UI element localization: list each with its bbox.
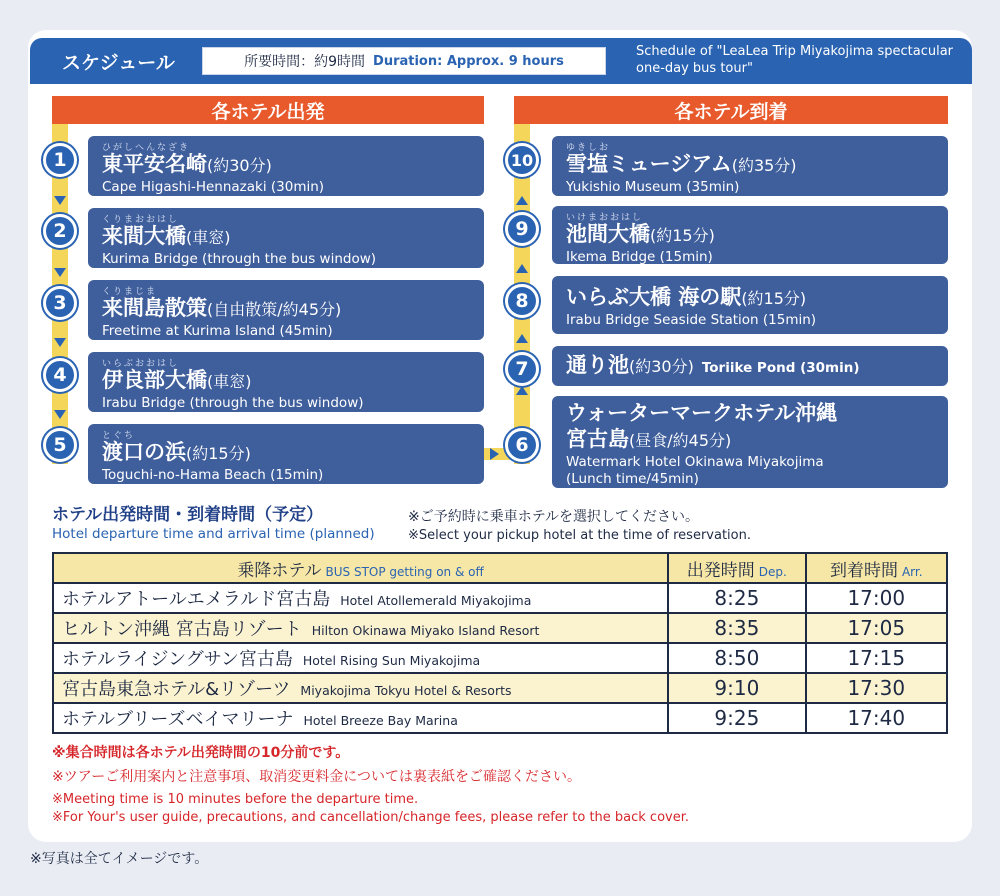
stop-kana: とぐち [102, 431, 136, 441]
arrow-up-icon [516, 264, 528, 273]
duration-jp: 所要時間：約9時間 [244, 54, 366, 70]
stop-name: 渡口の浜 [102, 440, 186, 464]
schedule-title: スケジュール [62, 52, 175, 74]
hotel-name: 宮古島東急ホテル&リゾーツ Miyakojima Tokyu Hotel & Resorts [53, 673, 668, 703]
stop-name-en: Freetime at Kurima Island (45min) [102, 323, 333, 339]
arrow-down-icon [54, 338, 66, 347]
pickup-note-jp: ※ご予約時に乗車ホテルを選択してください。 [408, 509, 700, 525]
stop-card-7 [552, 346, 948, 386]
stop-name-en: Cape Higashi-Hennazaki (30min) [102, 179, 325, 195]
departure-time: 9:10 [668, 673, 805, 703]
table-row [53, 583, 947, 613]
schedule-header [30, 38, 972, 84]
stop-number-7: 7 [505, 352, 539, 386]
stop-card-8 [552, 276, 948, 334]
stop-duration: (約15分) [186, 444, 251, 463]
stop-name: ウォーターマークホテル沖縄 [566, 401, 838, 425]
stop-kana: くりまじま [102, 287, 158, 297]
arrival-time: 17:05 [806, 613, 947, 643]
departure-time: 8:25 [668, 583, 805, 613]
arrival-column-header: 各ホテル到着 [514, 96, 948, 124]
stop-card-3 [88, 280, 484, 340]
stop-name: 東平安名崎 [102, 152, 207, 176]
stop-kana: いらぶおおはし [102, 359, 180, 369]
header-arrival: 到着時間 Arr. [806, 553, 947, 583]
stop-duration: (約15分) [650, 226, 715, 245]
stop-number-2: 2 [43, 214, 77, 248]
table-row [53, 673, 947, 703]
table-row [53, 613, 947, 643]
stop-name: 池間大橋 [566, 222, 650, 246]
arrival-time: 17:30 [806, 673, 947, 703]
stop-kana: ひがしへんなざき [102, 143, 191, 153]
stop-duration: (昼食/約45分) [629, 431, 732, 450]
stop-name-en: Watermark Hotel Okinawa Miyakojima [566, 454, 824, 470]
stop-number-3: 3 [43, 286, 77, 320]
stop-kana: いけまおおはし [566, 213, 644, 223]
stop-number-4: 4 [43, 358, 77, 392]
stop-number-8: 8 [505, 284, 539, 318]
stop-number-9: 9 [505, 212, 539, 246]
arrow-right-icon [490, 448, 499, 460]
departure-column-header: 各ホテル出発 [52, 96, 484, 124]
table-row [53, 643, 947, 673]
hotel-name: ホテルブリーズベイマリーナ Hotel Breeze Bay Marina [53, 703, 668, 733]
duration-box [202, 47, 606, 75]
stop-name-en: Toriike Pond (30min) [701, 360, 860, 376]
arrow-down-icon [54, 196, 66, 205]
arrow-up-icon [516, 334, 528, 343]
stop-name: 通り池 [566, 353, 629, 377]
stop-card-4 [88, 352, 484, 412]
stop-kana: ゆきしお [566, 143, 611, 153]
stop-name: 来間島散策 [102, 296, 207, 320]
arrival-time: 17:00 [806, 583, 947, 613]
arrow-down-icon [54, 410, 66, 419]
stop-duration: (約30分) [629, 357, 694, 376]
stop-card-5 [88, 424, 484, 484]
stop-name-en: Toguchi-no-Hama Beach (15min) [102, 467, 324, 483]
hotel-timetable [52, 552, 948, 734]
arrow-up-icon [516, 386, 528, 395]
stop-number-1: 1 [43, 143, 77, 177]
stop-duration: (約30分) [207, 156, 272, 175]
stop-number-10: 10 [505, 143, 539, 177]
stop-number-5: 5 [43, 428, 77, 462]
warning-backcover-en: ※For Your's user guide, precautions, and cancellation/change fees, please refer to the back cover. [52, 810, 690, 825]
arrow-down-icon [54, 268, 66, 277]
departure-time: 8:35 [668, 613, 805, 643]
stop-name-en: Yukishio Museum (35min) [566, 179, 740, 195]
stop-duration: (車窓) [186, 228, 231, 247]
stop-card-2 [88, 208, 484, 268]
stop-name: 伊良部大橋 [102, 368, 207, 392]
photo-disclaimer: ※写真は全てイメージです。 [30, 851, 209, 867]
stop-name-en: Kurima Bridge (through the bus window) [102, 251, 377, 267]
stop-name: 来間大橋 [102, 224, 186, 248]
stop-duration: (車窓) [207, 372, 252, 391]
hotel-name: ホテルアトールエメラルド宮古島 Hotel Atollemerald Miyakojima [53, 583, 668, 613]
stop-duration: (約35分) [731, 156, 797, 175]
stop-name-line2: 宮古島 [566, 427, 629, 451]
tour-name-note: Schedule of "LeaLea Trip Miyakojima spectacular one-day bus tour" [636, 44, 954, 76]
stop-card-6 [552, 396, 948, 488]
stop-name-en: Irabu Bridge Seaside Station (15min) [566, 312, 817, 328]
arrow-up-icon [516, 196, 528, 205]
header-departure: 出発時間 Dep. [668, 553, 805, 583]
stop-duration: (約15分) [741, 289, 807, 308]
pickup-note-en: ※Select your pickup hotel at the time of reservation. [408, 528, 751, 543]
table-header-row [53, 553, 947, 583]
table-row [53, 703, 947, 733]
hotel-name: ヒルトン沖縄 宮古島リゾート Hilton Okinawa Miyako Island Resort [53, 613, 668, 643]
stop-name-en: Ikema Bridge (15min) [566, 249, 713, 265]
stop-duration: (自由散策/約45分) [207, 300, 342, 319]
departure-time: 8:50 [668, 643, 805, 673]
duration-en: Duration: Approx. 9 hours [373, 53, 564, 69]
stop-name: 雪塩ミュージアム [566, 152, 732, 176]
hotel-name: ホテルライジングサン宮古島 Hotel Rising Sun Miyakojima [53, 643, 668, 673]
timetable-title: ホテル出発時間・到着時間（予定） [52, 505, 324, 525]
arrival-time: 17:40 [806, 703, 947, 733]
stop-name-en-line2: (Lunch time/45min) [566, 471, 699, 487]
warning-meeting-en: ※Meeting time is 10 minutes before the departure time. [52, 792, 419, 807]
stop-name: いらぶ大橋 海の駅 [566, 285, 742, 309]
stop-card-9 [552, 206, 948, 264]
stop-name-en: Irabu Bridge (through the bus window) [102, 395, 364, 411]
stop-number-6: 6 [505, 428, 539, 462]
header-hotel: 乗降ホテル BUS STOP getting on & off [53, 553, 668, 583]
departure-time: 9:25 [668, 703, 805, 733]
warning-backcover-jp: ※ツアーご利用案内と注意事項、取消変更料金については裏表紙をご確認ください。 [52, 769, 582, 785]
stop-card-10 [552, 136, 948, 196]
arrival-time: 17:15 [806, 643, 947, 673]
stop-card-1 [88, 136, 484, 196]
stop-kana: くりまおおはし [102, 215, 180, 225]
warning-meeting-jp: ※集合時間は各ホテル出発時間の10分前です。 [52, 745, 350, 761]
timetable-subtitle: Hotel departure time and arrival time (planned) [52, 526, 375, 542]
